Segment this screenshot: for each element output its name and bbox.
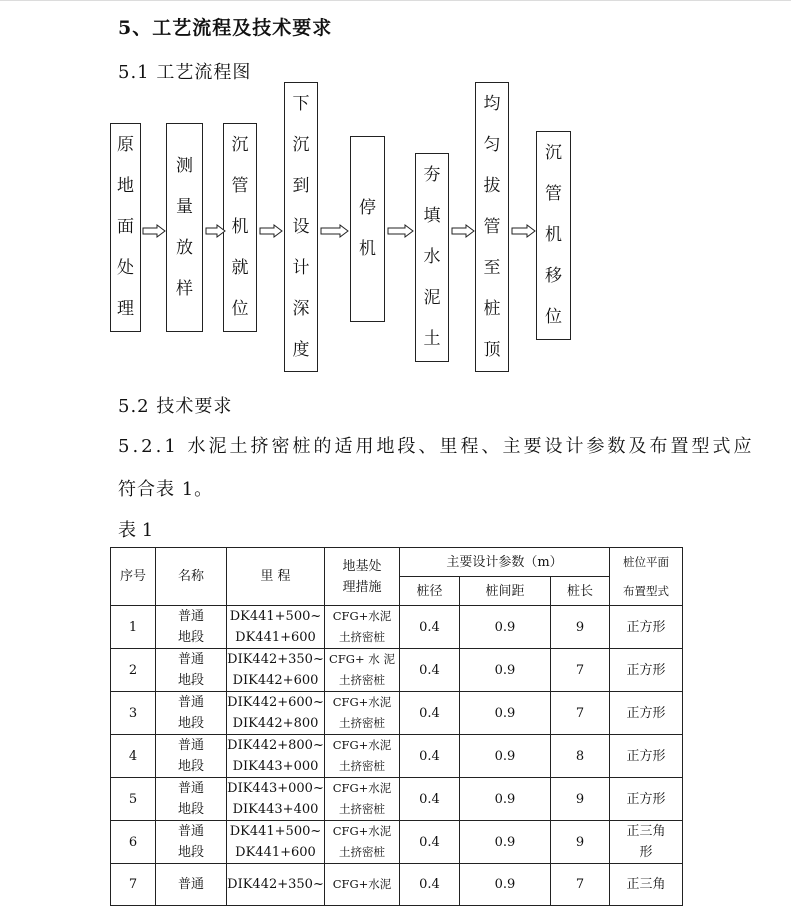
cell-measure: [325, 692, 400, 735]
cell-spacing: [460, 735, 551, 778]
cell-text: 正方形: [626, 791, 666, 807]
cell-mileage: [227, 692, 325, 735]
flow-step-char: 管: [545, 184, 562, 204]
cell-text: 普通: [177, 781, 204, 796]
flow-step-char: 匀: [483, 134, 501, 155]
cell-text: 0.9: [494, 834, 516, 850]
cell-diameter: [400, 821, 460, 864]
cell-text: CFG+水泥: [332, 824, 392, 838]
table-row: [111, 649, 683, 692]
arrow-right-icon: [259, 224, 284, 238]
cell-layout: [610, 735, 683, 778]
flow-step-char: 均: [483, 93, 501, 114]
cell-text: DIK443+000: [232, 759, 319, 774]
cell-name: [156, 778, 227, 821]
flow-step-char: 土: [423, 329, 441, 349]
cell-text: 普通: [177, 824, 204, 839]
cell-text: 0.4: [419, 619, 440, 635]
cell-mileage: [227, 778, 325, 821]
cell-measure: [325, 735, 400, 778]
cell-diameter: [400, 606, 460, 649]
flow-step-char: 机: [359, 239, 376, 259]
cell-seq: [111, 864, 156, 906]
cell-text: 7: [128, 877, 138, 892]
header-spacing: 桩间距: [460, 577, 551, 606]
cell-seq: [111, 735, 156, 778]
cell-text: 普通: [177, 609, 204, 624]
header-seq: 序号: [111, 548, 156, 606]
cell-text: CFG+水泥: [332, 781, 392, 795]
cell-measure: [325, 864, 400, 906]
flow-step-4: [284, 82, 318, 372]
cell-text: 土挤密桩: [339, 673, 385, 687]
cell-layout: [610, 864, 683, 906]
cell-diameter: [400, 649, 460, 692]
cell-spacing: [460, 778, 551, 821]
header-measure-line2: 理措施: [342, 579, 382, 595]
arrow-right-icon: [387, 224, 415, 238]
cell-text: 地段: [177, 802, 204, 817]
header-layout-line1: 桩位平面: [623, 554, 669, 569]
cell-measure: [325, 821, 400, 864]
flow-step-char: 深: [292, 298, 310, 319]
cell-text: DK441+600: [235, 845, 316, 860]
flow-step-char: 到: [292, 175, 310, 196]
flow-step-char: 就: [231, 258, 249, 278]
cell-text: 普通: [177, 877, 204, 892]
arrow-right-icon: [451, 224, 476, 238]
flow-step-char: 机: [545, 225, 562, 245]
cell-text: 地段: [177, 673, 204, 688]
cell-length: [551, 649, 610, 692]
cell-text: 8: [575, 748, 585, 764]
cell-seq: [111, 778, 156, 821]
cell-spacing: [460, 864, 551, 906]
cell-measure: [325, 649, 400, 692]
flow-step-char: 原: [117, 135, 134, 155]
flow-step-char: 移: [545, 266, 562, 286]
cell-text: 正方形: [626, 619, 666, 635]
cell-text: 形: [639, 845, 653, 860]
cell-seq: [111, 649, 156, 692]
cell-text: DIK443+400: [232, 802, 319, 817]
header-measure: [325, 548, 400, 606]
cell-text: 土挤密桩: [339, 630, 385, 644]
cell-text: 0.4: [419, 877, 440, 892]
cell-layout: [610, 821, 683, 864]
arrow-right-icon: [142, 224, 167, 238]
cell-text: 土挤密桩: [339, 759, 385, 773]
cell-text: 地段: [177, 630, 204, 645]
subsection-tech-title: 5.2 技术要求: [118, 396, 233, 417]
cell-text: 2: [128, 662, 138, 678]
flow-step-8: [536, 131, 571, 340]
cell-spacing: [460, 649, 551, 692]
flow-step-char: 设: [292, 216, 310, 237]
flow-step-char: 度: [292, 339, 310, 360]
table-caption: 表 1: [118, 520, 154, 541]
flow-step-7: [475, 82, 509, 372]
cell-text: 0.9: [494, 877, 516, 892]
header-params-group: 主要设计参数（m）: [400, 548, 610, 577]
flow-step-char: 夯: [423, 165, 441, 185]
flow-step-1: [110, 123, 141, 332]
cell-text: 普通: [177, 695, 204, 710]
cell-length: [551, 606, 610, 649]
cell-mileage: [227, 735, 325, 778]
cell-text: DIK442+800~: [227, 738, 324, 753]
cell-name: [156, 864, 227, 906]
cell-text: 0.4: [419, 662, 440, 678]
cell-text: DK441+500~: [229, 609, 322, 624]
cell-text: 0.4: [419, 748, 440, 764]
flow-step-char: 泥: [423, 288, 441, 308]
flow-step-char: 放: [176, 237, 193, 258]
flow-step-char: 沉: [231, 135, 249, 155]
cell-seq: [111, 821, 156, 864]
cell-text: 0.9: [494, 748, 516, 764]
header-layout: [610, 548, 683, 606]
header-measure-line1: 地基处: [342, 558, 382, 574]
cell-text: 7: [575, 877, 585, 892]
cell-text: 正三角: [626, 824, 666, 839]
table-header-row: [111, 548, 683, 577]
cell-text: DIK443+000~: [227, 781, 324, 796]
flow-step-char: 样: [176, 278, 193, 299]
cell-text: 0.9: [494, 705, 516, 721]
flow-step-char: 停: [359, 198, 376, 218]
cell-text: 0.4: [419, 705, 440, 721]
cell-text: 7: [575, 662, 585, 678]
flow-step-char: 管: [483, 216, 501, 237]
section-heading: 5、工艺流程及技术要求: [118, 17, 333, 39]
flow-step-3: [223, 123, 257, 332]
flow-step-char: 拔: [483, 175, 501, 196]
cell-text: 正方形: [626, 705, 666, 721]
cell-layout: [610, 606, 683, 649]
cell-text: 1: [128, 619, 138, 635]
cell-text: 9: [575, 619, 585, 635]
flow-step-char: 机: [231, 217, 249, 237]
cell-layout: [610, 778, 683, 821]
cell-mileage: [227, 821, 325, 864]
cell-text: 土挤密桩: [339, 802, 385, 816]
cell-spacing: [460, 821, 551, 864]
flow-step-char: 计: [292, 257, 310, 278]
flow-step-char: 桩: [483, 298, 501, 319]
cell-text: 正方形: [626, 748, 666, 764]
cell-text: DIK442+600: [232, 673, 319, 688]
flow-step-char: 测: [176, 155, 193, 176]
table-row: [111, 821, 683, 864]
cell-name: [156, 692, 227, 735]
flow-step-char: 量: [176, 196, 193, 217]
page-top-border: [0, 0, 791, 1]
cell-text: 9: [575, 791, 585, 807]
cell-diameter: [400, 735, 460, 778]
flow-step-char: 理: [117, 299, 134, 319]
cell-text: 正三角: [626, 877, 666, 892]
cell-diameter: [400, 864, 460, 906]
arrow-right-icon: [205, 224, 227, 238]
flow-step-6: [415, 153, 449, 362]
cell-name: [156, 735, 227, 778]
cell-text: 5: [128, 791, 138, 807]
cell-text: 0.4: [419, 834, 440, 850]
cell-diameter: [400, 692, 460, 735]
cell-text: 0.4: [419, 791, 440, 807]
cell-name: [156, 606, 227, 649]
flow-step-5: [350, 136, 385, 322]
cell-text: 6: [128, 834, 138, 850]
cell-name: [156, 649, 227, 692]
cell-text: 地段: [177, 845, 204, 860]
cell-text: 正方形: [626, 662, 666, 678]
table-row: [111, 778, 683, 821]
header-layout-line2: 布置型式: [623, 583, 669, 598]
table-row: [111, 864, 683, 906]
arrow-right-icon: [320, 224, 350, 238]
cell-length: [551, 735, 610, 778]
cell-measure: [325, 778, 400, 821]
cell-text: 9: [575, 834, 585, 850]
cell-text: 7: [575, 705, 585, 721]
cell-length: [551, 692, 610, 735]
flow-step-char: 位: [231, 299, 249, 319]
cell-text: 0.9: [494, 791, 516, 807]
flow-step-char: 位: [545, 307, 562, 327]
cell-length: [551, 778, 610, 821]
cell-layout: [610, 692, 683, 735]
cell-length: [551, 864, 610, 906]
design-parameter-table: [110, 547, 683, 906]
cell-text: 0.9: [494, 619, 516, 635]
cell-text: 普通: [177, 652, 204, 667]
table-row: [111, 692, 683, 735]
flow-step-char: 地: [117, 176, 134, 196]
flow-step-char: 下: [292, 93, 310, 114]
flow-step-char: 处: [117, 258, 134, 278]
cell-text: 4: [128, 748, 138, 764]
cell-mileage: [227, 649, 325, 692]
flow-step-char: 水: [423, 247, 441, 267]
cell-text: 3: [128, 705, 138, 721]
cell-name: [156, 821, 227, 864]
cell-seq: [111, 606, 156, 649]
flow-step-char: 面: [117, 217, 134, 237]
header-name: 名称: [156, 548, 227, 606]
cell-text: 普通: [177, 738, 204, 753]
cell-text: CFG+水泥: [332, 609, 392, 623]
flow-step-char: 填: [423, 206, 441, 226]
header-length: 桩长: [551, 577, 610, 606]
cell-text: CFG+水泥: [332, 877, 392, 891]
flow-step-char: 沉: [545, 143, 562, 163]
cell-text: 0.9: [494, 662, 516, 678]
flow-step-char: 至: [483, 257, 501, 278]
cell-spacing: [460, 606, 551, 649]
cell-mileage: [227, 864, 325, 906]
flow-step-char: 沉: [292, 134, 310, 155]
table-row: [111, 735, 683, 778]
cell-text: DK441+600: [235, 630, 316, 645]
cell-text: CFG+水泥: [332, 695, 392, 709]
cell-measure: [325, 606, 400, 649]
cell-seq: [111, 692, 156, 735]
cell-text: DIK442+350~: [227, 652, 324, 667]
cell-text: 土挤密桩: [339, 716, 385, 730]
cell-diameter: [400, 778, 460, 821]
flow-step-char: 顶: [483, 339, 501, 360]
cell-length: [551, 821, 610, 864]
cell-text: DIK442+800: [232, 716, 319, 731]
cell-layout: [610, 649, 683, 692]
paragraph-line-2: 符合表 1。: [118, 479, 214, 500]
flow-step-2: [166, 123, 203, 332]
cell-text: 地段: [177, 759, 204, 774]
subsection-flow-title: 5.1 工艺流程图: [118, 62, 252, 83]
header-mileage: 里 程: [227, 548, 325, 606]
header-diameter: 桩径: [400, 577, 460, 606]
cell-text: 土挤密桩: [339, 845, 385, 859]
paragraph-line-1: 5.2.1 水泥土挤密桩的适用地段、里程、主要设计参数及布置型式应: [118, 436, 755, 457]
cell-text: CFG+水泥: [332, 738, 392, 752]
cell-mileage: [227, 606, 325, 649]
cell-text: DK441+500~: [229, 824, 322, 839]
cell-text: DIK442+600~: [227, 695, 324, 710]
cell-text: DIK442+350~: [227, 877, 324, 892]
cell-text: 地段: [177, 716, 204, 731]
flow-step-char: 管: [231, 176, 249, 196]
table-row: [111, 606, 683, 649]
cell-spacing: [460, 692, 551, 735]
arrow-right-icon: [511, 224, 537, 238]
cell-text: CFG+ 水 泥: [329, 652, 395, 666]
